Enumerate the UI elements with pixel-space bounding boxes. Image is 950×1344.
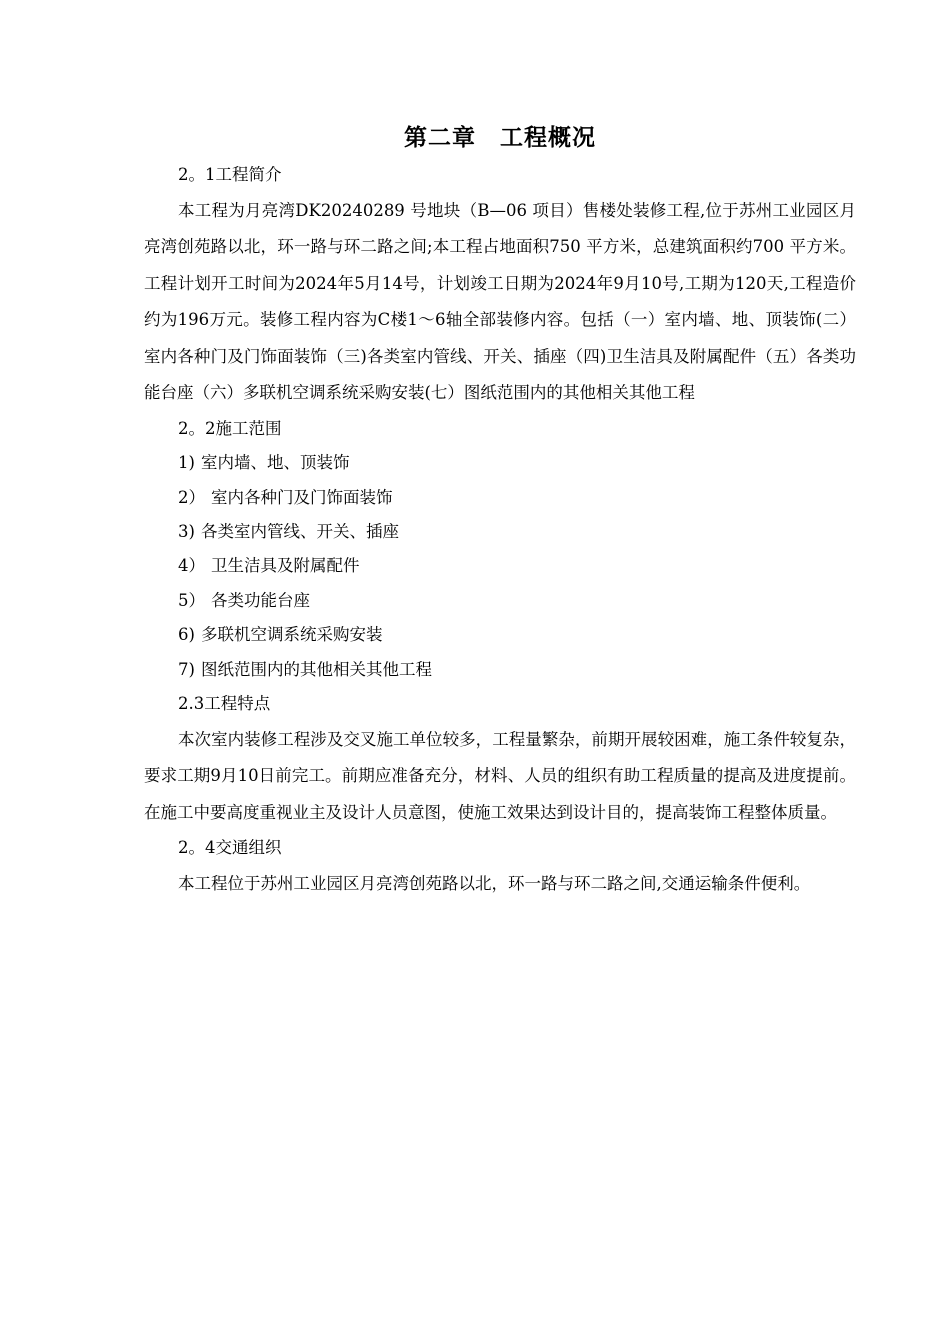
list-item [144,584,856,618]
list-item-number: 2） [178,487,205,507]
list-item-number: 6) [178,625,195,645]
list-item-text: 卫生洁具及附属配件 [211,556,360,576]
scope-list [144,446,856,687]
list-item-number: 7) [178,659,195,679]
list-item [144,549,856,583]
list-item-text: 图纸范围内的其他相关其他工程 [200,659,432,679]
list-item-text: 室内墙、地、顶装饰 [200,453,350,473]
list-item [144,653,856,687]
list-item-number: 3) [178,522,195,541]
list-item [144,481,856,515]
list-item-text: 各类室内管线、开关、插座 [200,522,399,541]
chapter-title: 第二章 工程概况 [404,125,596,151]
section-body-features: 本次室内装修工程涉及交叉施工单位较多，工程量繁杂，前期开展较困难，施工条件较复杂，要求工期9月10日前完工。前期应准备充分，材料、人员的组织有助工程质量的提高及进度提前。在施工中要高度重视业主及设计人员意图，使施工效果达到设计目的，提高装饰工程整体质量。 [144,729,856,822]
list-item [144,515,856,549]
section-heading-features: 2.3工程特点 [178,694,271,714]
list-item-number: 4） [178,556,205,576]
list-item-number: 5） [178,590,205,610]
list-item-text: 多联机空调系统采购安装 [200,625,383,645]
section-heading-scope: 2。2施工范围 [178,418,282,438]
section-heading-traffic: 2。4交通组织 [178,838,282,858]
document-page [144,118,856,902]
section-body-intro: 本工程为月亮湾DK20240289 号地块（B—06 项目）售楼处装修工程,位于苏州工业园区月亮湾创苑路以北，环一路与环二路之间;本工程占地面积750 平方米，总建筑面积约700 平方米。工程计划开工时间为2024年5月14号，计划竣工日期为2024年9月10号,工期为120天,工程造价约为196万元。装修工程内容为C楼1～6轴全部装修内容。包括（一）室内墙、地、顶装饰(二）室内各种门及门饰面装饰（三)各类室内管线、开关、插座（四)卫生洁具及附属配件（五）各类功能台座（六）多联机空调系统采购安装(七）图纸范围内的其他相关其他工程 [144,200,856,403]
list-item-number: 1) [178,453,195,473]
list-item-text: 各类功能台座 [211,590,310,610]
list-item [144,446,856,480]
list-item [144,618,856,652]
list-item-text: 室内各种门及门饰面装饰 [211,487,393,507]
section-heading-intro: 2。1工程简介 [178,165,282,184]
section-body-traffic: 本工程位于苏州工业园区月亮湾创苑路以北，环一路与环二路之间,交通运输条件便利。 [178,873,811,893]
